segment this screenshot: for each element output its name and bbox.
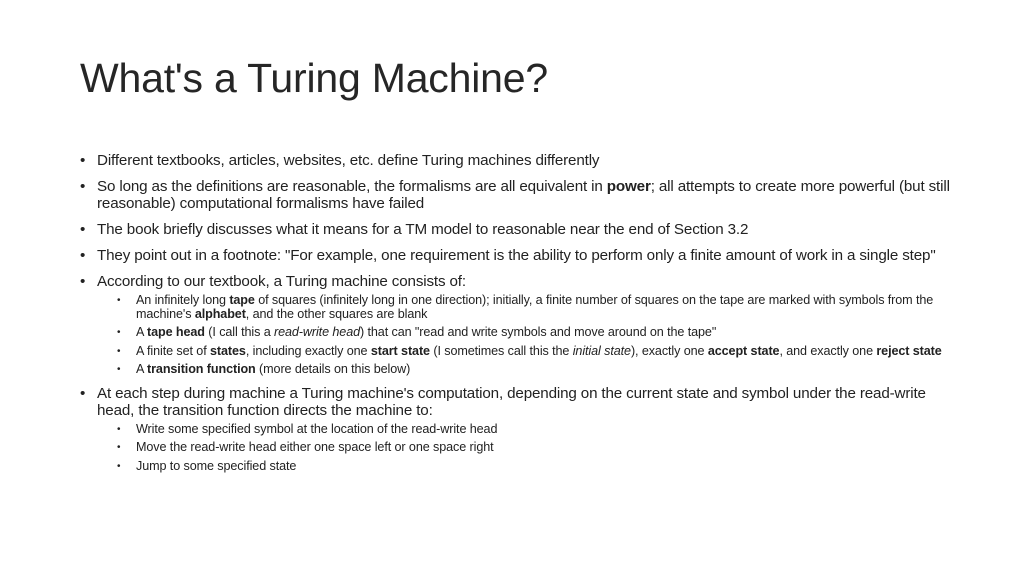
sub-bullet-icon: •	[117, 295, 121, 306]
sub-bullet-text: (I call this a	[204, 325, 274, 339]
bullet-text: They point out in a footnote: "For example, one requirement is the ability to perform only a finite amount of work in a single step"	[97, 247, 936, 264]
bullet-icon: •	[80, 247, 86, 264]
bullet-text: ; all attempts to create more powerful (but still reasonable) computational formalisms have failed	[97, 178, 950, 212]
sub-bullet-list	[97, 423, 950, 474]
sub-bullet-icon: •	[117, 345, 121, 357]
sub-bullet-text: (more details on this below)	[255, 362, 411, 376]
bullet-icon: •	[80, 384, 86, 402]
sub-bullet-text: , including exactly one	[245, 343, 371, 358]
bullet-item	[80, 247, 950, 264]
bullet-text: The book briefly discusses what it means for a TM model to reasonable near the end of Section 3.2	[97, 221, 749, 238]
sub-bullet-text: ) that can "read and write symbols and move around on the tape"	[360, 325, 717, 339]
sub-bullet-item	[97, 460, 950, 474]
bullet-item	[80, 178, 950, 212]
bullet-text: So long as the definitions are reasonable, the formalisms are all equivalent in	[97, 178, 607, 195]
slide-content	[80, 152, 950, 482]
bullet-item	[80, 152, 950, 169]
sub-bullet-item	[97, 363, 950, 377]
bullet-text: At each step during machine a Turing machine's computation, depending on the current state and symbol under the read-write head, the transition function directs the machine to:	[97, 384, 926, 419]
sub-bullet-item	[97, 345, 950, 359]
bullet-item	[80, 385, 950, 474]
sub-bullet-item	[97, 441, 950, 455]
bold-term: transition function	[147, 362, 256, 376]
bullet-icon: •	[80, 152, 86, 169]
sub-bullet-text: ), exactly one	[630, 343, 708, 358]
bullet-icon: •	[80, 273, 86, 290]
italic-term: read-write head	[274, 325, 361, 339]
bullet-item	[80, 273, 950, 377]
bold-term: reject state	[876, 343, 942, 358]
bold-term: start state	[370, 343, 430, 358]
slide-title: What's a Turing Machine?	[80, 55, 548, 101]
bullet-icon: •	[80, 178, 86, 195]
italic-term: initial state	[572, 343, 631, 358]
bullet-list	[80, 152, 950, 473]
sub-bullet-icon: •	[117, 364, 121, 375]
bold-term: tape	[229, 293, 255, 307]
sub-bullet-text: Move the read-write head either one space left or one space right	[136, 440, 494, 454]
sub-bullet-text: (I sometimes call this the	[429, 343, 573, 358]
bullet-icon: •	[80, 221, 86, 238]
sub-bullet-item	[97, 423, 950, 437]
bullet-text: According to our textbook, a Turing machine consists of:	[97, 273, 466, 290]
bold-term: alphabet	[194, 306, 246, 321]
sub-bullet-icon: •	[117, 327, 121, 338]
bold-term: accept state	[707, 343, 780, 358]
sub-bullet-icon: •	[117, 442, 121, 453]
bullet-item	[80, 221, 950, 238]
sub-bullet-list	[97, 294, 950, 377]
sub-bullet-text: An infinitely long	[136, 293, 230, 307]
bold-term: states	[210, 343, 246, 358]
sub-bullet-text: Jump to some specified state	[136, 458, 297, 473]
bold-term: tape head	[147, 325, 205, 339]
bold-term: power	[606, 178, 651, 195]
sub-bullet-text: A	[136, 362, 148, 376]
sub-bullet-icon: •	[117, 423, 121, 435]
sub-bullet-item	[97, 326, 950, 340]
sub-bullet-text: of squares (infinitely long in one direction); initially, a finite number of squares on the tape are marked with symbols from the machine's	[136, 293, 934, 321]
sub-bullet-text: A finite set of	[136, 343, 211, 358]
sub-bullet-icon: •	[117, 460, 121, 472]
bullet-text: Different textbooks, articles, websites, etc. define Turing machines differently	[97, 152, 600, 169]
sub-bullet-item	[97, 294, 950, 321]
sub-bullet-text: , and the other squares are blank	[245, 306, 428, 321]
sub-bullet-text: A	[136, 325, 148, 339]
sub-bullet-text: Write some specified symbol at the location of the read-write head	[136, 421, 498, 436]
sub-bullet-text: , and exactly one	[779, 343, 877, 358]
